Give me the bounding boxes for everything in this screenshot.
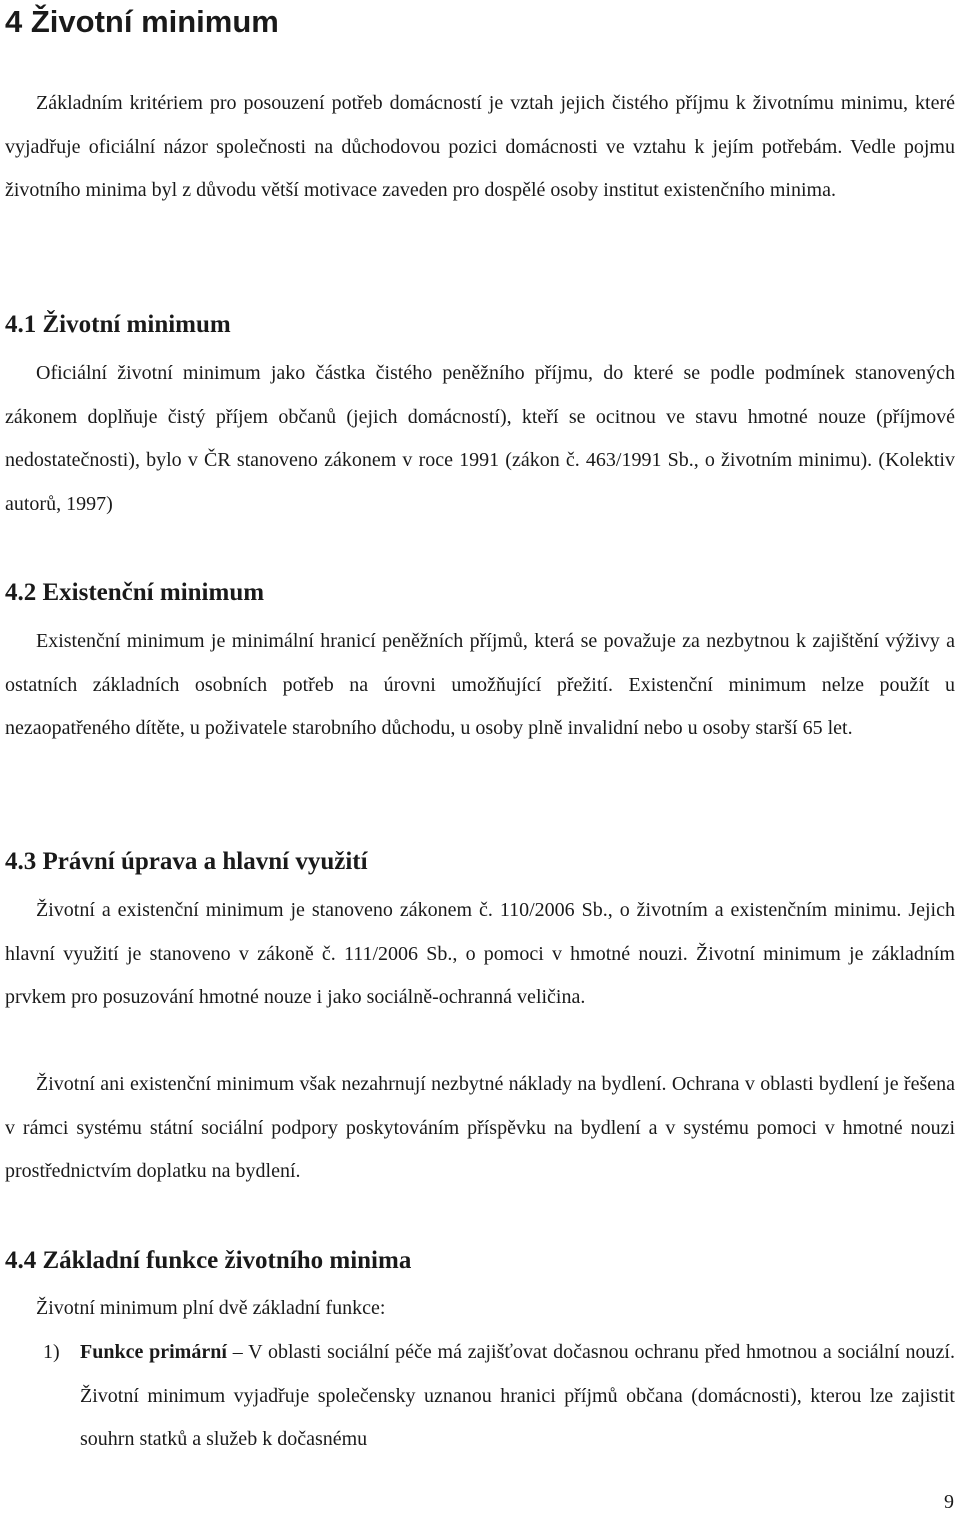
list-item-text: – V oblasti sociální péče má zajišťovat dočasnou ochranu před hmotnou a sociální nouzí. Životní minimum vyjadřuje společensky uznanou hranici příjmů občana (domácnosti), kterou lze zajistit souhrn statků a služeb k dočasnému bbox=[80, 1341, 955, 1450]
section-heading-4-3: 4.3 Právní úprava a hlavní využití bbox=[5, 848, 368, 875]
section-4-4-paragraph: Životní minimum plní dvě základní funkce: bbox=[36, 1297, 386, 1319]
section-heading-4-1: 4.1 Životní minimum bbox=[5, 311, 231, 338]
section-4-3-paragraph-2: Životní ani existenční minimum však nezahrnují nezbytné náklady na bydlení. Ochrana v oblasti bydlení je řešena v rámci systému státní sociální podpory poskytováním příspěvku na bydlení a v systému pomoci v hmotné nouzi prostřednictvím doplatku na bydlení. bbox=[5, 1073, 955, 1182]
section-4-3-paragraph-1: Životní a existenční minimum je stanoveno zákonem č. 110/2006 Sb., o životním a existenčním minimu. Jejich hlavní využití je stanoveno v zákoně č. 111/2006 Sb., o pomoci v hmotné nouzi. Životní minimum je základním prvkem pro posuzování hmotné nouze i jako sociálně-ochranná veličina. bbox=[5, 899, 955, 1008]
list-item bbox=[5, 1331, 955, 1462]
list-item-body bbox=[80, 1331, 955, 1462]
section-4-1-paragraph: Oficiální životní minimum jako částka čistého peněžního příjmu, do které se podle podmínek stanovených zákonem doplňuje čistý příjem občanů (jejich domácností), kteří se ocitnou ve stavu hmotné nouze (příjmové nedostatečnosti), bylo v ČR stanoveno zákonem v roce 1991 (zákon č. 463/1991 Sb., o životním minimu). (Kolektiv autorů, 1997) bbox=[5, 362, 955, 515]
section-heading-4-4: 4.4 Základní funkce životního minima bbox=[5, 1247, 412, 1274]
page-number: 9 bbox=[944, 1491, 954, 1513]
section-4-2-paragraph: Existenční minimum je minimální hranicí peněžních příjmů, která se považuje za nezbytnou k zajištění výživy a ostatních základních osobních potřeb na úrovni umožňující přežití. Existenční minimum nelze použít u nezaopatřeného dítěte, u poživatele starobního důchodu, u osoby plně invalidní nebo u osoby starší 65 let. bbox=[5, 630, 955, 739]
chapter-intro-paragraph: Základním kritériem pro posouzení potřeb domácností je vztah jejich čistého příjmu k životnímu minimu, které vyjadřuje oficiální názor společnosti na důchodovou pozici domácnosti ve vztahu k jejím potřebám. Vedle pojmu životního minima byl z důvodu větší motivace zaveden pro dospělé osoby institut existenčního minima. bbox=[5, 92, 955, 201]
list-item-term: Funkce primární bbox=[80, 1341, 227, 1363]
chapter-title: 4 Životní minimum bbox=[5, 4, 279, 39]
section-heading-4-2: 4.2 Existenční minimum bbox=[5, 579, 265, 606]
list-item-number: 1) bbox=[43, 1341, 60, 1363]
